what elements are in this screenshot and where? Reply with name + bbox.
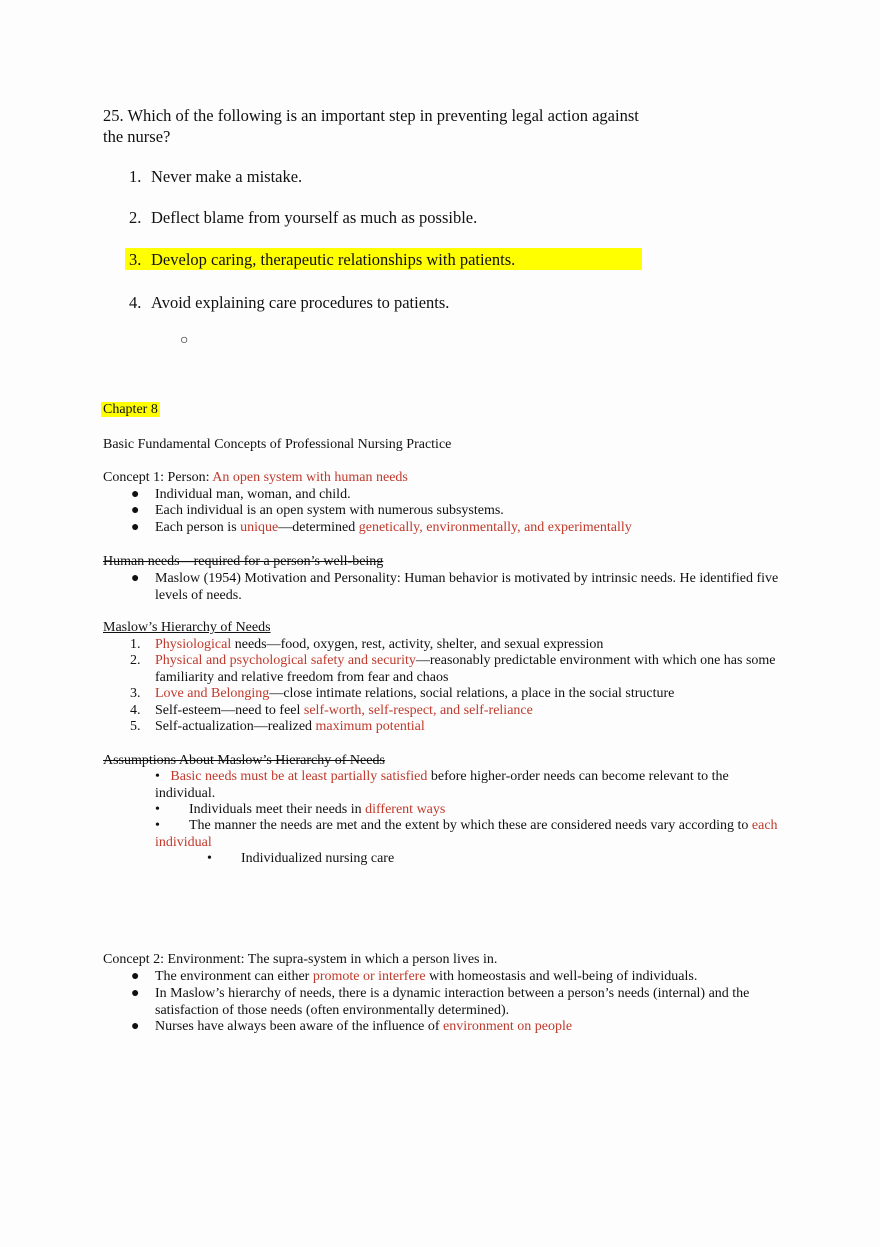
bullet-icon: ● [131,520,140,535]
assumption-item-1 [155,769,785,802]
text-segment-red: Physical and psychological safety and security [155,653,416,668]
chapter-heading [101,402,160,419]
bullet-icon: ● [131,986,140,1001]
text-segment: Individuals meet their needs in [189,802,366,817]
text-segment: Self-actualization—realized [155,719,316,734]
option-2 [129,207,477,229]
list-number: 2. [130,653,141,668]
text-segment-red: Basic needs must be at least partially satisfied [170,769,428,784]
concept2-heading: Concept 2: Environment: The supra-system in which a person lives in. [103,952,498,967]
bullet-icon: ● [131,503,140,518]
text-segment-red: environment on people [443,1019,573,1034]
maslow-item-1 [155,637,603,654]
text-segment-red: genetically, environmentally, and experimentally [358,520,632,535]
assumption-item-3 [155,818,785,851]
maslow-heading: Maslow’s Hierarchy of Needs [103,620,271,635]
text-segment: —reasonably predictable environment with which one has some familiarity and relative freedom from fear and chaos [155,653,776,685]
option-text: Develop caring, therapeutic relationships with patients. [151,250,516,269]
text-segment-red: promote or interfere [312,969,426,984]
human-needs-item: Maslow (1954) Motivation and Personality: Human behavior is motivated by intrinsic needs. He identified five levels of needs. [155,571,779,603]
text-segment-red: unique [240,520,279,535]
text-segment-red: Love and Belonging [155,686,270,701]
bullet-icon: ● [131,487,140,502]
concept2-item-3 [155,1019,572,1036]
bullet-icon: • [207,851,212,866]
question-title: 25. Which of the following is an important step in preventing legal action against the nurse? [103,106,639,146]
text-segment: Each person is [155,520,241,535]
option-number: 2. [129,208,142,227]
text-segment: —close intimate relations, social relations, a place in the social structure [269,686,675,701]
concept2-item-1 [155,969,697,986]
text-segment: —determined [278,520,359,535]
bullet-icon: ● [131,571,140,586]
maslow-item-4 [155,703,533,720]
text-segment: before higher-order needs can become relevant to the individual. [155,769,729,801]
option-number: 4. [129,293,142,312]
option-number: 1. [129,167,142,186]
option-1 [129,166,302,188]
text-segment: needs—food, oxygen, rest, activity, shelter, and sexual expression [231,637,604,652]
bullet-icon: ● [131,1019,140,1034]
maslow-item-3 [155,686,674,703]
option-text: Avoid explaining care procedures to patients. [151,293,450,312]
concept1-label: Concept 1: Person: [103,470,213,485]
concept1-item-1: Individual man, woman, and child. [155,487,351,502]
text-segment-red: self-worth, self-respect, and self-reliance [303,703,533,718]
assumption-item-4: Individualized nursing care [241,851,395,866]
human-needs-heading: Human needs—required for a person’s well-being [103,554,384,569]
empty-circle-bullet: ○ [180,333,189,348]
text-segment: with homeostasis and well-being of individuals. [425,969,698,984]
bullet-icon: • [155,802,160,817]
maslow-item-5 [155,719,425,736]
text-segment: Self-esteem—need to feel [155,703,304,718]
option-3 [129,249,515,271]
text-segment-red: different ways [365,802,446,817]
concept1-heading [103,470,408,487]
concept1-item-3 [155,520,632,537]
text-segment-red: maximum potential [315,719,425,734]
bullet-icon: • [155,818,160,833]
option-4 [129,292,449,314]
list-number: 3. [130,686,141,701]
assumptions-heading: Assumptions About Maslow’s Hierarchy of Needs [103,753,385,768]
option-text: Deflect blame from yourself as much as possible. [151,208,478,227]
assumption-item-2 [189,802,445,819]
option-text: Never make a mistake. [151,167,303,186]
concept1-item-2: Each individual is an open system with numerous subsystems. [155,503,504,518]
text-segment: The manner the needs are met and the extent by which these are considered needs vary according to [189,818,752,833]
bullet-icon: ● [131,969,140,984]
maslow-item-2 [155,653,785,686]
list-number: 1. [130,637,141,652]
list-number: 5. [130,719,141,734]
list-number: 4. [130,703,141,718]
option-number: 3. [129,250,142,269]
concept2-item-2: In Maslow’s hierarchy of needs, there is a dynamic interaction between a person’s needs (internal) and the satisfaction of those needs (often environmentally determined). [155,986,750,1018]
section-title: Basic Fundamental Concepts of Professional Nursing Practice [103,437,452,452]
concept1-label-highlight: An open system with human needs [212,470,408,485]
bullet-icon: • [155,769,160,784]
text-segment-red: Physiological [155,637,232,652]
text-segment: Nurses have always been aware of the influence of [155,1019,444,1034]
text-segment-red: each individual [155,818,778,850]
chapter-label: Chapter 8 [103,402,158,417]
text-segment: The environment can either [155,969,313,984]
